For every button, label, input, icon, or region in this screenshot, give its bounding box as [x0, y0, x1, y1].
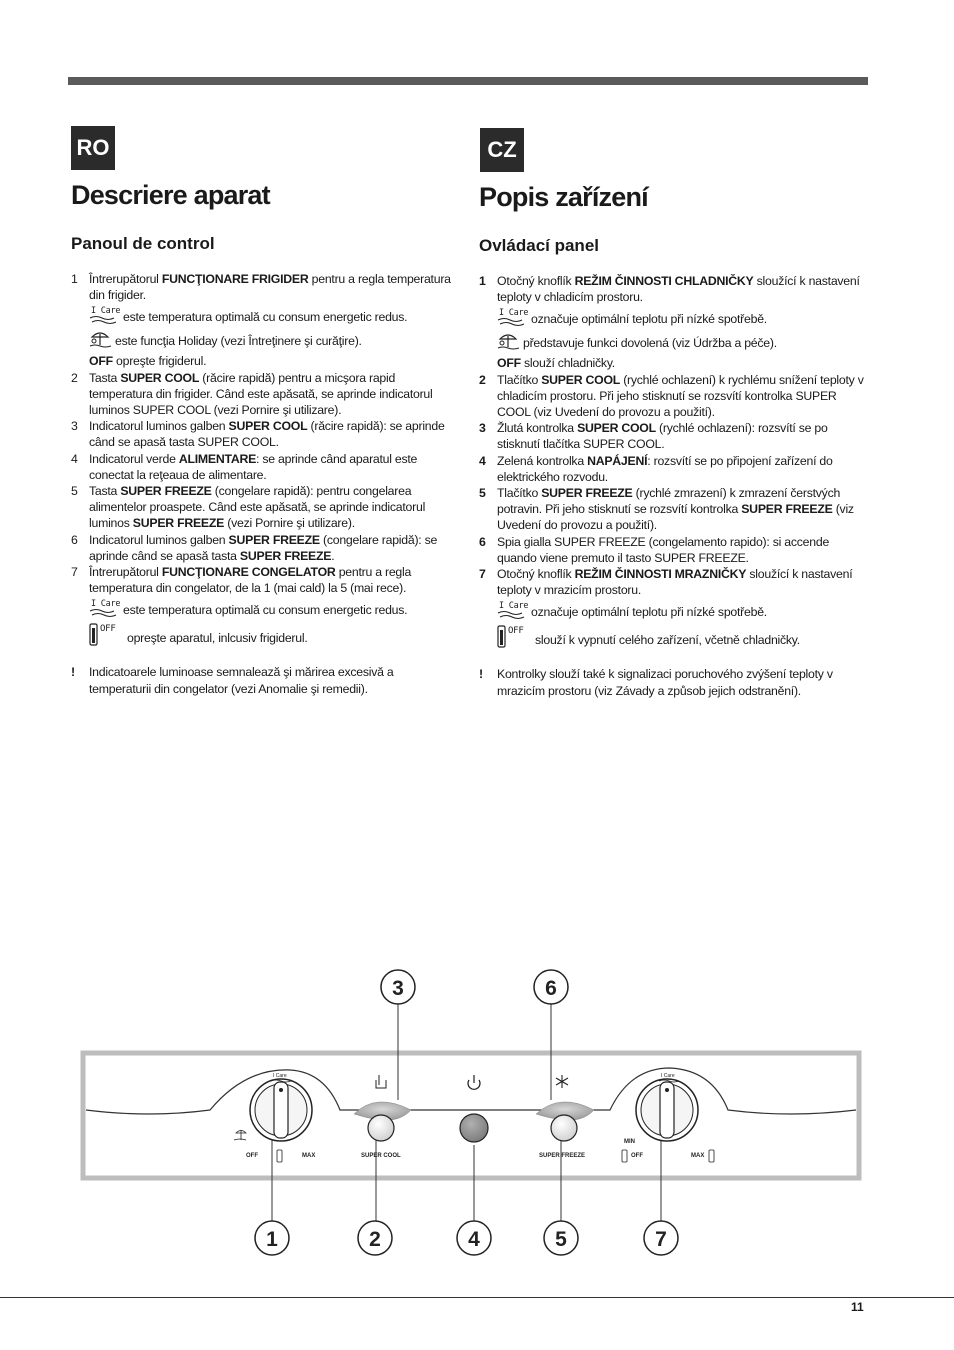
super-cool-label: SUPER COOL — [361, 1153, 401, 1159]
fridge-knob[interactable] — [250, 1079, 312, 1141]
svg-text:I Care: I Care — [499, 601, 529, 612]
callout-3 — [381, 970, 415, 1004]
off-switch-icon — [497, 624, 533, 648]
list-item: 5 Tlačítko SUPER FREEZE (rychlé zmrazení) k zmrazení čerstvých potravin. Při jeho stisknutí se rozsvítí kontrolka SUPER FREEZE (viz Uvedení do provozu a použití). — [479, 486, 854, 533]
svg-text:I Care: I Care — [91, 306, 121, 317]
list-item: 5 Tasta SUPER FREEZE (congelare rapidă): pentru congelarea alimentelor proaspete. Când este apăsată, se aprinde indicatorul luminos SUPER FREEZE (vezi Pornire şi utilizare). — [71, 484, 426, 531]
control-panel-diagram — [0, 960, 954, 1260]
left-off-label: OFF — [246, 1153, 258, 1159]
svg-text:1: 1 — [266, 1228, 278, 1251]
right-max-switch-icon — [709, 1150, 714, 1162]
section-title-ro: Panoul de control — [71, 234, 215, 253]
list-item: 1 Otočný knoflík REŽIM ČINNOSTI CHLADNIČKY sloužící k nastavení teploty v chladicím prostoru. — [479, 274, 860, 305]
callout-1 — [255, 1221, 289, 1255]
holiday-line: představuje funkci dovolená (viz Údržba a péče). — [479, 331, 871, 351]
item-number: 5 — [479, 486, 486, 501]
off-power-line: OFF slouží k vypnutí celého zařízení, včetně chladničky. — [479, 624, 871, 648]
item-number: 7 — [479, 567, 486, 582]
item-number: 7 — [71, 565, 78, 580]
svg-text:7: 7 — [655, 1228, 667, 1251]
list-item: 1 Întrerupătorul FUNCŢIONARE FRIGIDER pentru a regla temperatura din frigider. — [71, 272, 451, 303]
icare-line: I Care označuje optimální teplotu při nízké spotřebě. — [499, 601, 767, 620]
icare-line: I Care este temperatura optimală cu consum energetic redus. — [91, 306, 408, 325]
svg-text:5: 5 — [555, 1228, 567, 1251]
item-number: 2 — [71, 370, 78, 385]
icare-icon — [497, 307, 529, 327]
freezer-knob[interactable] — [636, 1079, 698, 1141]
holiday-umbrella-icon — [89, 329, 113, 349]
item-number: 4 — [71, 451, 78, 466]
icare-icon — [89, 305, 121, 325]
language-badge-cz: CZ — [480, 128, 524, 172]
footer-rule — [0, 1297, 954, 1298]
svg-text:OFF: OFF — [100, 624, 116, 635]
item-number: 6 — [71, 532, 78, 547]
holiday-umbrella-icon — [497, 331, 521, 351]
list-item: 7 Otočný knoflík REŽIM ČINNOSTI MRAZNIČKY sloužící k nastavení teploty v mrazicím prostoru. — [479, 567, 853, 598]
super-cool-button[interactable] — [368, 1115, 394, 1141]
list-item: 3 Žlutá kontrolka SUPER COOL (rychlé ochlazení): rozsvítí se po stisknutí tlačítka SUPER COOL. — [479, 421, 828, 452]
off-line: OFF slouží chladničky. — [497, 356, 615, 371]
item-number: 1 — [479, 274, 486, 288]
item-list-ro — [71, 271, 455, 697]
holiday-line: este funcţia Holiday (vezi Întreţinere şi curăţire). — [71, 329, 455, 349]
item-number: 4 — [479, 453, 486, 468]
list-item: 4 Zelená kontrolka NAPÁJENÍ: rozsvítí se po připojení zařízení do elektrického rozvodu. — [479, 453, 833, 484]
svg-text:3: 3 — [392, 977, 404, 1000]
section-title-cz: Ovládací panel — [479, 236, 599, 255]
right-icare-label: I Care — [661, 1073, 675, 1079]
warning-icon: ! — [479, 667, 483, 682]
svg-text:I Care: I Care — [91, 599, 121, 610]
item-number: 3 — [479, 421, 486, 436]
list-item: 4 Indicatorul verde ALIMENTARE: se aprinde când aparatul este conectat la reţeaua de alimentare. — [71, 451, 418, 482]
item-number: 1 — [71, 272, 78, 286]
icare-icon — [89, 598, 121, 618]
item-number: 5 — [71, 484, 78, 499]
warning-icon: ! — [71, 665, 75, 680]
callout-4 — [457, 1221, 491, 1255]
list-item: 6 Indicatorul luminos galben SUPER FREEZE (congelare rapidă): se aprinde când se apasă tasta SUPER FREEZE. — [71, 532, 438, 563]
off-switch-icon — [89, 622, 125, 646]
list-item: 7 Întrerupătorul FUNCŢIONARE CONGELATOR pentru a regla temperatura din congelator, de la 1 (mai cald) la 5 (mai rece). — [71, 565, 412, 596]
callout-7 — [644, 1221, 678, 1255]
right-max-label: MAX — [691, 1153, 705, 1159]
super-freeze-button[interactable] — [551, 1115, 577, 1141]
item-list-cz — [479, 273, 871, 699]
super-freeze-label: SUPER FREEZE — [539, 1153, 586, 1159]
off-line: OFF opreşte frigiderul. — [89, 354, 207, 369]
left-off-switch-icon — [277, 1150, 282, 1162]
language-badge-ro: RO — [71, 126, 115, 170]
item-number: 3 — [71, 419, 78, 434]
item-number: 6 — [479, 534, 486, 549]
svg-text:4: 4 — [468, 1228, 480, 1251]
power-led — [460, 1114, 488, 1142]
left-max-label: MAX — [302, 1153, 316, 1159]
right-off-switch-icon — [622, 1150, 627, 1162]
icare-icon — [497, 600, 529, 620]
svg-text:6: 6 — [545, 977, 557, 1000]
svg-text:OFF: OFF — [508, 626, 524, 637]
left-icare-label: I Care — [273, 1073, 287, 1079]
svg-text:2: 2 — [369, 1228, 381, 1251]
page-title-cz: Popis zařízení — [479, 182, 648, 212]
callout-6 — [534, 970, 568, 1004]
off-power-line: OFF opreşte aparatul, inlcusiv frigiderul. — [71, 622, 455, 646]
page-title-ro: Descriere aparat — [71, 180, 270, 210]
callout-5 — [544, 1221, 578, 1255]
list-item: 2 Tasta SUPER COOL (răcire rapidă) pentru a micşora rapid temperatura din frigider. Când este apăsată, se aprinde indicatorul luminos SUPER COOL (vezi Pornire şi utilizare). — [71, 370, 433, 418]
list-item: 3 Indicatorul luminos galben SUPER COOL (răcire rapidă): se aprinde când se apasă tasta SUPER COOL. — [71, 419, 445, 450]
svg-text:I Care: I Care — [499, 308, 529, 319]
warning-note: ! Indicatoarele luminoase semnalează şi mărirea excesivă a temperaturii din congelator (vezi Anomalie şi remedii). — [71, 665, 394, 696]
list-item: 6 Spia gialla SUPER FREEZE (congelamento rapido): si accende quando viene premuto il tasto SUPER FREEZE. — [479, 534, 830, 565]
item-number: 2 — [479, 372, 486, 387]
page-number: 11 — [851, 1300, 864, 1314]
icare-line: I Care este temperatura optimală cu consum energetic redus. — [91, 599, 408, 618]
right-off-label: OFF — [631, 1153, 643, 1159]
right-min-label: MIN — [624, 1139, 635, 1145]
callout-2 — [358, 1221, 392, 1255]
list-item: 2 Tlačítko SUPER COOL (rychlé ochlazení) k rychlému snížení teploty v chladicím prostoru. Při jeho stisknutí se rozsvítí kontrolka SUPER COOL (viz Uvedení do provozu a použití). — [479, 372, 864, 420]
icare-line: I Care označuje optimální teplotu při nízké spotřebě. — [499, 308, 767, 327]
warning-note: ! Kontrolky slouží také k signalizaci poruchového zvýšení teploty v mrazicím prostoru (viz Závady a způsob jejich odstranění). — [479, 667, 833, 698]
top-rule — [68, 77, 868, 85]
